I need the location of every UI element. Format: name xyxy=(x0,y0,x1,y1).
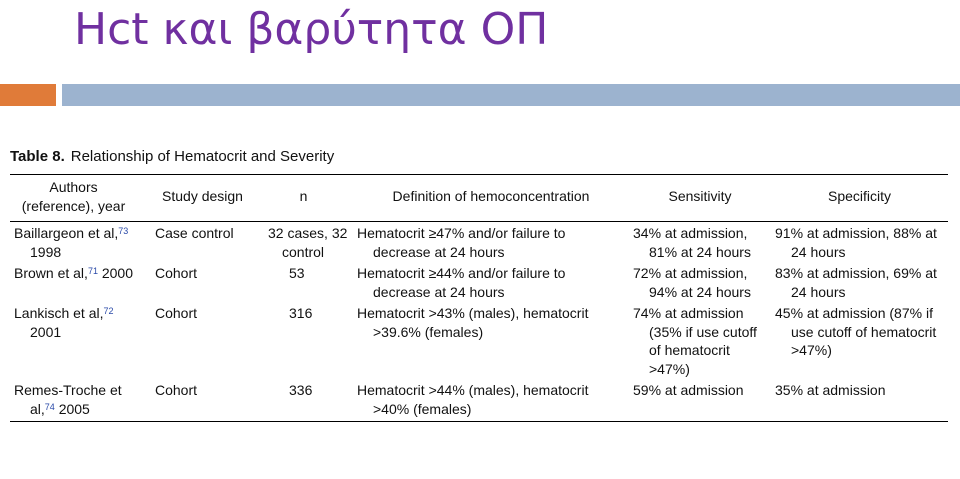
header-sensitivity: Sensitivity xyxy=(668,188,732,205)
cell-specificity xyxy=(771,304,948,381)
author-citation xyxy=(14,304,147,341)
cell-n xyxy=(254,304,353,381)
author-citation xyxy=(14,381,147,418)
cell-definition xyxy=(353,264,629,304)
sensitivity-text: 74% at admission (35% if use cutoff of hematocrit >47%) xyxy=(633,305,757,377)
definition-text: Hematocrit ≥47% and/or failure to decrease at 24 hours xyxy=(357,225,566,260)
cell-design: Case control xyxy=(155,225,234,241)
cell-sensitivity xyxy=(629,222,771,265)
table-row xyxy=(10,264,948,304)
n-value: 336 xyxy=(289,382,313,398)
cell-design: Cohort xyxy=(155,305,198,321)
reference-number[interactable]: 74 xyxy=(44,401,55,412)
specificity-text: 83% at admission, 69% at 24 hours xyxy=(775,265,937,300)
reference-number[interactable]: 71 xyxy=(87,266,98,276)
author-year: 2005 xyxy=(58,400,90,417)
cell-n xyxy=(254,264,353,304)
sensitivity-text: 72% at admission, 94% at 24 hours xyxy=(633,265,751,300)
header-specificity: Specificity xyxy=(827,188,892,205)
definition-text: Hematocrit ≥44% and/or failure to decrease at 24 hours xyxy=(357,265,566,300)
cell-definition xyxy=(353,381,629,422)
cell-definition xyxy=(353,222,629,265)
author-year: 1998 xyxy=(30,243,62,260)
cell-author xyxy=(10,381,151,422)
table-row xyxy=(10,381,948,422)
cell-sensitivity xyxy=(629,381,771,422)
accent-bar-blue xyxy=(62,84,960,106)
sensitivity-text: 34% at admission, 81% at 24 hours xyxy=(633,225,751,260)
n-value: 316 xyxy=(289,305,313,321)
table-row xyxy=(10,304,948,381)
table-caption xyxy=(10,148,334,165)
cell-specificity xyxy=(771,222,948,265)
hematocrit-severity-table xyxy=(10,174,948,422)
cell-specificity xyxy=(771,381,948,422)
cell-author xyxy=(10,222,151,265)
cell-sensitivity xyxy=(629,264,771,304)
author-name: Lankisch et al, xyxy=(14,305,104,321)
author-year: 2000 xyxy=(101,265,133,281)
definition-text: Hematocrit >44% (males), hematocrit >40% (females) xyxy=(357,382,589,417)
author-name: Remes-Troche et al, xyxy=(14,382,122,417)
header-definition: Definition of hemoconcentration xyxy=(392,188,590,205)
table-caption-text: Relationship of Hematocrit and Severity xyxy=(70,148,335,165)
header-n: n xyxy=(299,188,308,205)
header-study-design: Study design xyxy=(162,188,243,205)
author-name: Brown et al, xyxy=(14,265,88,281)
cell-sensitivity xyxy=(629,304,771,381)
cell-n xyxy=(254,222,353,265)
author-citation xyxy=(14,224,147,261)
n-value: 53 xyxy=(289,265,305,281)
cell-author xyxy=(10,264,151,304)
cell-definition xyxy=(353,304,629,381)
table-caption-number: Table 8. xyxy=(10,148,65,165)
header-authors: Authors (reference), year xyxy=(21,179,126,214)
table-row xyxy=(10,222,948,265)
author-name: Baillargeon et al, xyxy=(14,225,119,241)
cell-design: Cohort xyxy=(155,382,198,398)
cell-specificity xyxy=(771,264,948,304)
cell-n xyxy=(254,381,353,422)
reference-number[interactable]: 72 xyxy=(103,306,114,316)
cell-design: Cohort xyxy=(155,265,198,281)
table-header-row xyxy=(10,175,948,222)
specificity-text: 91% at admission, 88% at 24 hours xyxy=(775,225,937,260)
accent-bar-orange xyxy=(0,84,56,106)
n-value: 32 cases, 32 control xyxy=(268,225,348,260)
sensitivity-text: 59% at admission xyxy=(633,382,744,398)
reference-number[interactable]: 73 xyxy=(118,226,129,236)
cell-author xyxy=(10,304,151,381)
author-citation xyxy=(14,264,147,283)
definition-text: Hematocrit >43% (males), hematocrit >39.6% (females) xyxy=(357,305,589,340)
specificity-text: 35% at admission xyxy=(775,382,886,398)
specificity-text: 45% at admission (87% if use cutoff of hematocrit >47%) xyxy=(775,305,937,358)
author-year: 2001 xyxy=(30,323,62,340)
slide-title: Hct και βαρύτητα ΟΠ xyxy=(74,4,549,55)
